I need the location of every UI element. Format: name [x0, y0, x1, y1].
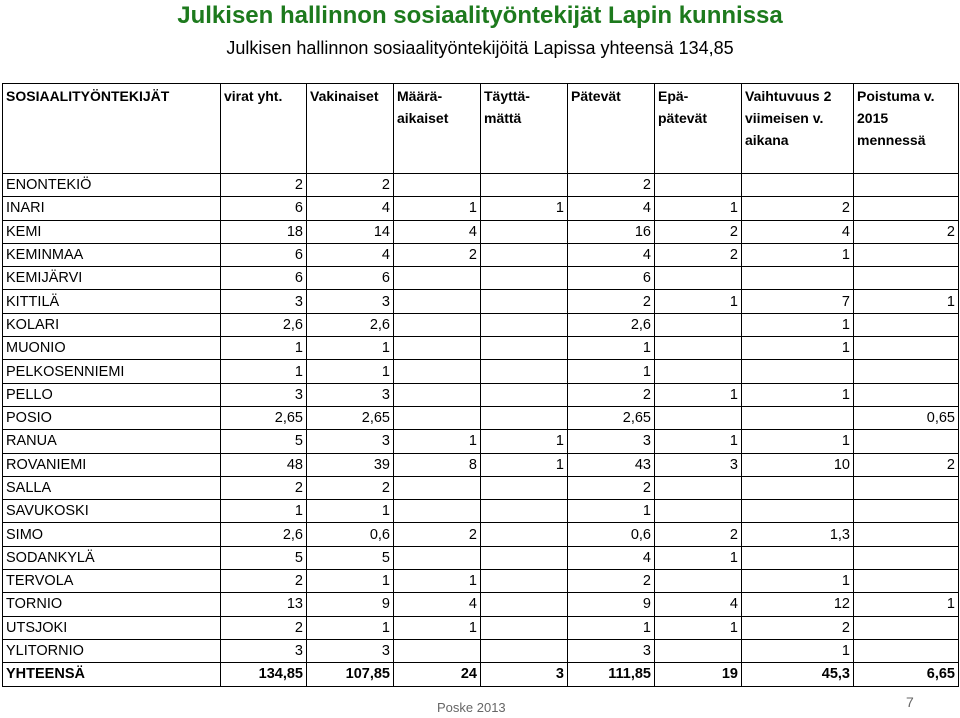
value-cell: 8 [394, 453, 481, 476]
municipality-cell: SALLA [3, 476, 221, 499]
value-cell [481, 570, 568, 593]
value-cell: 2 [568, 383, 655, 406]
value-cell [655, 174, 742, 197]
value-cell [655, 570, 742, 593]
municipality-cell: MUONIO [3, 337, 221, 360]
municipality-cell: TORNIO [3, 593, 221, 616]
value-cell: 13 [221, 593, 307, 616]
value-cell: 2 [742, 616, 854, 639]
value-cell [394, 290, 481, 313]
value-cell [481, 523, 568, 546]
value-cell: 2,65 [568, 406, 655, 429]
value-cell: 1 [655, 290, 742, 313]
value-cell [481, 313, 568, 336]
value-cell [481, 639, 568, 662]
municipality-cell: YHTEENSÄ [3, 663, 221, 686]
municipality-cell: UTSJOKI [3, 616, 221, 639]
table-row [3, 639, 959, 662]
value-cell: 2,6 [221, 313, 307, 336]
value-cell: 16 [568, 220, 655, 243]
column-header: SOSIAALITYÖNTEKIJÄT [3, 84, 221, 174]
table-row [3, 570, 959, 593]
value-cell [481, 500, 568, 523]
value-cell [854, 337, 959, 360]
municipality-cell: KITTILÄ [3, 290, 221, 313]
value-cell [742, 476, 854, 499]
table-header-row [3, 84, 959, 174]
value-cell: 6 [221, 197, 307, 220]
municipality-cell: POSIO [3, 406, 221, 429]
value-cell: 9 [568, 593, 655, 616]
value-cell: 2,65 [307, 406, 394, 429]
value-cell: 19 [655, 663, 742, 686]
table-row [3, 313, 959, 336]
value-cell: 2 [568, 290, 655, 313]
value-cell: 4 [568, 243, 655, 266]
value-cell: 1 [655, 383, 742, 406]
value-cell [481, 337, 568, 360]
table-row [3, 174, 959, 197]
municipality-cell: KEMI [3, 220, 221, 243]
value-cell [655, 406, 742, 429]
value-cell [481, 360, 568, 383]
municipality-cell: KEMINMAA [3, 243, 221, 266]
value-cell: 2 [394, 243, 481, 266]
value-cell [655, 476, 742, 499]
table-row [3, 360, 959, 383]
value-cell [481, 174, 568, 197]
footer-text: Poske 2013 [437, 700, 506, 715]
value-cell: 43 [568, 453, 655, 476]
value-cell: 1 [307, 500, 394, 523]
value-cell: 12 [742, 593, 854, 616]
value-cell [655, 639, 742, 662]
value-cell: 3 [221, 383, 307, 406]
value-cell: 1 [568, 500, 655, 523]
value-cell: 1 [742, 639, 854, 662]
value-cell: 1 [742, 430, 854, 453]
municipality-cell: YLITORNIO [3, 639, 221, 662]
value-cell: 4 [568, 546, 655, 569]
table-row [3, 337, 959, 360]
municipality-cell: TERVOLA [3, 570, 221, 593]
value-cell [854, 313, 959, 336]
value-cell [481, 383, 568, 406]
value-cell: 2 [568, 174, 655, 197]
value-cell: 2 [221, 616, 307, 639]
value-cell: 4 [568, 197, 655, 220]
value-cell: 1 [742, 313, 854, 336]
value-cell: 2 [221, 174, 307, 197]
table-row [3, 197, 959, 220]
value-cell [655, 267, 742, 290]
value-cell [854, 476, 959, 499]
value-cell: 1 [221, 360, 307, 383]
column-header: Vakinaiset [307, 84, 394, 174]
value-cell: 6 [307, 267, 394, 290]
total-row [3, 663, 959, 686]
value-cell [655, 313, 742, 336]
value-cell: 1 [394, 616, 481, 639]
value-cell: 1 [568, 616, 655, 639]
page-number: 7 [906, 694, 914, 710]
value-cell: 2 [655, 243, 742, 266]
value-cell: 107,85 [307, 663, 394, 686]
table-row [3, 616, 959, 639]
value-cell: 45,3 [742, 663, 854, 686]
value-cell: 2 [307, 174, 394, 197]
value-cell: 3 [307, 430, 394, 453]
table-row [3, 476, 959, 499]
value-cell: 10 [742, 453, 854, 476]
value-cell: 3 [481, 663, 568, 686]
value-cell: 1 [742, 337, 854, 360]
value-cell [481, 220, 568, 243]
value-cell: 2 [307, 476, 394, 499]
value-cell [854, 500, 959, 523]
value-cell: 2,6 [221, 523, 307, 546]
value-cell: 1 [655, 616, 742, 639]
municipality-cell: KOLARI [3, 313, 221, 336]
value-cell: 3 [221, 290, 307, 313]
value-cell [481, 593, 568, 616]
value-cell: 1 [854, 290, 959, 313]
table-row [3, 546, 959, 569]
value-cell: 2 [568, 476, 655, 499]
value-cell: 39 [307, 453, 394, 476]
value-cell: 1 [481, 453, 568, 476]
value-cell: 7 [742, 290, 854, 313]
value-cell: 2 [394, 523, 481, 546]
value-cell: 1 [481, 197, 568, 220]
municipality-cell: KEMIJÄRVI [3, 267, 221, 290]
value-cell [854, 267, 959, 290]
value-cell: 5 [221, 430, 307, 453]
municipality-cell: PELKOSENNIEMI [3, 360, 221, 383]
value-cell: 2,65 [221, 406, 307, 429]
table-row [3, 383, 959, 406]
value-cell: 3 [655, 453, 742, 476]
value-cell: 1 [655, 546, 742, 569]
value-cell: 6 [221, 243, 307, 266]
value-cell [481, 290, 568, 313]
value-cell [655, 500, 742, 523]
value-cell: 1 [742, 570, 854, 593]
value-cell [742, 267, 854, 290]
value-cell: 1 [221, 337, 307, 360]
value-cell: 18 [221, 220, 307, 243]
value-cell: 1 [394, 197, 481, 220]
table-row [3, 593, 959, 616]
value-cell: 2 [742, 197, 854, 220]
value-cell: 1 [742, 383, 854, 406]
value-cell: 4 [307, 243, 394, 266]
municipality-cell: RANUA [3, 430, 221, 453]
column-header: Pätevät [568, 84, 655, 174]
value-cell: 1 [307, 337, 394, 360]
value-cell: 6 [568, 267, 655, 290]
value-cell [854, 197, 959, 220]
value-cell [742, 546, 854, 569]
value-cell: 1 [307, 616, 394, 639]
value-cell [394, 360, 481, 383]
value-cell [394, 546, 481, 569]
value-cell: 4 [394, 220, 481, 243]
municipality-cell: SAVUKOSKI [3, 500, 221, 523]
value-cell [854, 570, 959, 593]
value-cell: 111,85 [568, 663, 655, 686]
value-cell [854, 639, 959, 662]
municipality-cell: SIMO [3, 523, 221, 546]
municipality-cell: SODANKYLÄ [3, 546, 221, 569]
value-cell: 5 [307, 546, 394, 569]
column-header: Määrä- aikaiset [394, 84, 481, 174]
column-header: Epä- pätevät [655, 84, 742, 174]
value-cell [481, 243, 568, 266]
value-cell: 5 [221, 546, 307, 569]
value-cell [854, 174, 959, 197]
value-cell [742, 406, 854, 429]
value-cell: 1 [854, 593, 959, 616]
value-cell [854, 243, 959, 266]
value-cell [394, 476, 481, 499]
value-cell: 0,6 [307, 523, 394, 546]
table-row [3, 500, 959, 523]
value-cell: 2 [221, 570, 307, 593]
table-row [3, 406, 959, 429]
value-cell [854, 383, 959, 406]
column-header: Poistuma v. 2015 mennessä [854, 84, 959, 174]
value-cell [655, 337, 742, 360]
value-cell [854, 546, 959, 569]
value-cell: 1 [568, 360, 655, 383]
value-cell [742, 500, 854, 523]
value-cell: 4 [307, 197, 394, 220]
column-header: Täyttä- mättä [481, 84, 568, 174]
value-cell [742, 174, 854, 197]
value-cell [394, 639, 481, 662]
value-cell: 1,3 [742, 523, 854, 546]
value-cell [394, 313, 481, 336]
municipality-cell: INARI [3, 197, 221, 220]
value-cell: 1 [481, 430, 568, 453]
value-cell: 1 [394, 570, 481, 593]
value-cell [481, 267, 568, 290]
value-cell: 4 [394, 593, 481, 616]
social-workers-table [2, 83, 959, 687]
table-row [3, 523, 959, 546]
value-cell: 2 [221, 476, 307, 499]
value-cell [854, 523, 959, 546]
value-cell [394, 383, 481, 406]
value-cell: 2 [854, 453, 959, 476]
value-cell: 6,65 [854, 663, 959, 686]
table-row [3, 243, 959, 266]
value-cell [854, 616, 959, 639]
value-cell: 2 [655, 220, 742, 243]
value-cell: 3 [221, 639, 307, 662]
value-cell [394, 174, 481, 197]
value-cell: 2 [854, 220, 959, 243]
column-header: Vaihtuvuus 2 viimeisen v. aikana [742, 84, 854, 174]
table-row [3, 220, 959, 243]
value-cell: 14 [307, 220, 394, 243]
value-cell: 6 [221, 267, 307, 290]
table-row [3, 430, 959, 453]
column-header: virat yht. [221, 84, 307, 174]
value-cell: 1 [307, 360, 394, 383]
value-cell: 2,6 [568, 313, 655, 336]
value-cell: 3 [307, 639, 394, 662]
value-cell: 4 [655, 593, 742, 616]
municipality-cell: ENONTEKIÖ [3, 174, 221, 197]
value-cell: 3 [568, 430, 655, 453]
value-cell [481, 546, 568, 569]
value-cell: 134,85 [221, 663, 307, 686]
value-cell [394, 267, 481, 290]
value-cell: 1 [394, 430, 481, 453]
value-cell: 24 [394, 663, 481, 686]
value-cell: 2 [568, 570, 655, 593]
value-cell: 1 [655, 430, 742, 453]
table-row [3, 267, 959, 290]
value-cell: 3 [568, 639, 655, 662]
value-cell: 2,6 [307, 313, 394, 336]
value-cell [481, 406, 568, 429]
value-cell: 4 [742, 220, 854, 243]
value-cell: 0,6 [568, 523, 655, 546]
municipality-cell: ROVANIEMI [3, 453, 221, 476]
municipality-cell: PELLO [3, 383, 221, 406]
slide-title: Julkisen hallinnon sosiaalityöntekijät Lapin kunnissa [177, 2, 783, 29]
value-cell: 9 [307, 593, 394, 616]
value-cell [854, 360, 959, 383]
value-cell: 1 [307, 570, 394, 593]
value-cell: 1 [221, 500, 307, 523]
value-cell: 3 [307, 290, 394, 313]
slide-subtitle: Julkisen hallinnon sosiaalityöntekijöitä Lapissa yhteensä 134,85 [226, 38, 734, 58]
value-cell [481, 476, 568, 499]
value-cell [394, 337, 481, 360]
value-cell [742, 360, 854, 383]
value-cell: 1 [742, 243, 854, 266]
table-row [3, 453, 959, 476]
value-cell: 48 [221, 453, 307, 476]
value-cell [394, 500, 481, 523]
value-cell: 3 [307, 383, 394, 406]
value-cell [481, 616, 568, 639]
value-cell: 1 [655, 197, 742, 220]
value-cell: 2 [655, 523, 742, 546]
table-row [3, 290, 959, 313]
value-cell [854, 430, 959, 453]
value-cell: 0,65 [854, 406, 959, 429]
value-cell: 1 [568, 337, 655, 360]
value-cell [655, 360, 742, 383]
value-cell [394, 406, 481, 429]
